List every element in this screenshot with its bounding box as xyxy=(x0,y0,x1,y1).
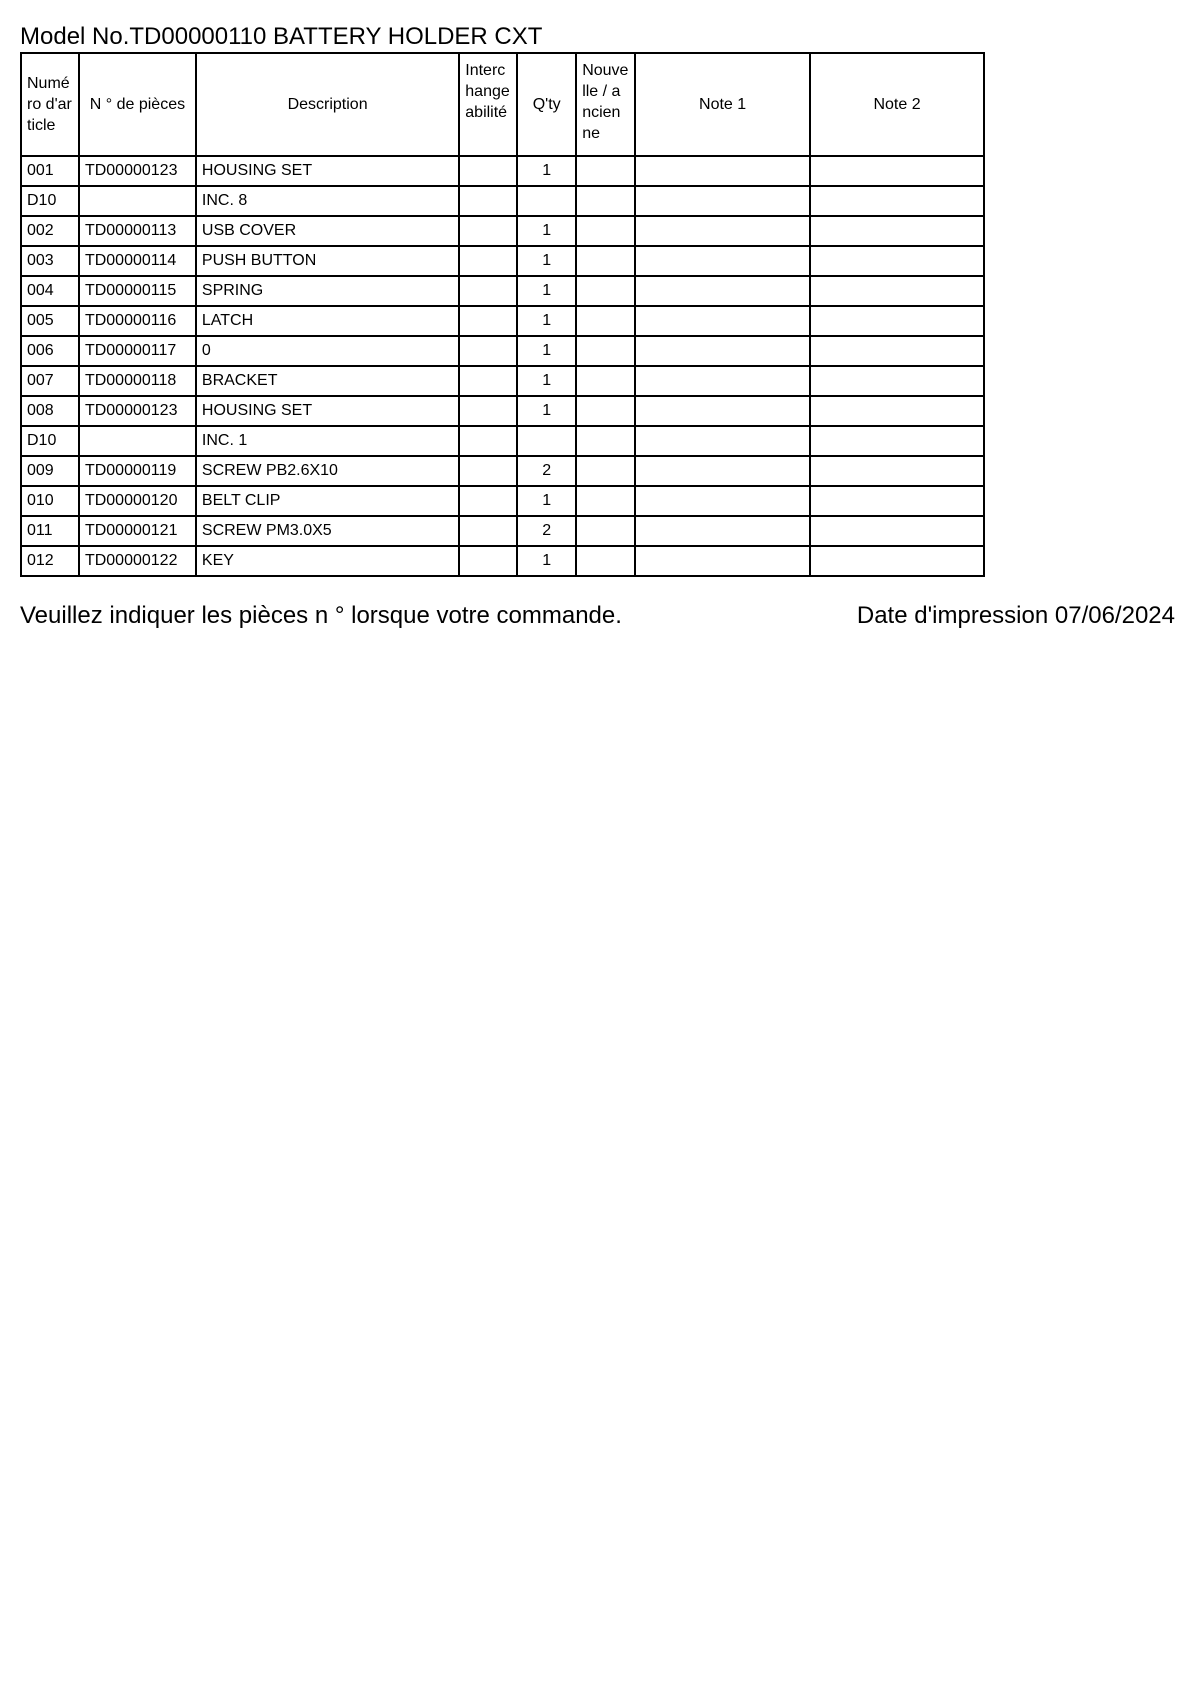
header-qty: Q'ty xyxy=(517,53,576,156)
cell-qty: 2 xyxy=(517,516,576,546)
table-row xyxy=(21,246,984,276)
cell-note1 xyxy=(635,546,810,576)
print-date: Date d'impression 07/06/2024 xyxy=(856,602,1175,629)
cell-interchangeability xyxy=(459,336,517,366)
cell-qty: 1 xyxy=(517,396,576,426)
cell-note1 xyxy=(635,216,810,246)
cell-item-no: 005 xyxy=(21,306,79,336)
cell-item-no: 001 xyxy=(21,156,79,186)
cell-description: SCREW PB2.6X10 xyxy=(196,456,459,486)
parts-table xyxy=(20,52,985,577)
table-row xyxy=(21,396,984,426)
table-row xyxy=(21,486,984,516)
cell-interchangeability xyxy=(459,276,517,306)
cell-item-no: 003 xyxy=(21,246,79,276)
cell-new-old xyxy=(576,306,635,336)
cell-interchangeability xyxy=(459,366,517,396)
cell-part-no: TD00000123 xyxy=(79,396,196,426)
cell-interchangeability xyxy=(459,156,517,186)
cell-qty: 2 xyxy=(517,456,576,486)
cell-part-no: TD00000120 xyxy=(79,486,196,516)
cell-item-no: 012 xyxy=(21,546,79,576)
cell-description: SPRING xyxy=(196,276,459,306)
cell-note1 xyxy=(635,366,810,396)
cell-part-no: TD00000118 xyxy=(79,366,196,396)
header-item-no: Numéro d'article xyxy=(21,53,79,156)
cell-part-no xyxy=(79,186,196,216)
cell-item-no: 006 xyxy=(21,336,79,366)
cell-part-no: TD00000121 xyxy=(79,516,196,546)
cell-item-no: 011 xyxy=(21,516,79,546)
cell-new-old xyxy=(576,456,635,486)
cell-description: HOUSING SET xyxy=(196,396,459,426)
cell-description: LATCH xyxy=(196,306,459,336)
cell-new-old xyxy=(576,276,635,306)
cell-interchangeability xyxy=(459,246,517,276)
table-row xyxy=(21,546,984,576)
cell-new-old xyxy=(576,396,635,426)
table-row xyxy=(21,426,984,456)
header-interchangeability: Interchangeabilité xyxy=(459,53,517,156)
header-part-no: N ° de pièces xyxy=(79,53,196,156)
cell-note2 xyxy=(810,366,984,396)
table-row xyxy=(21,156,984,186)
table-row xyxy=(21,456,984,486)
cell-note1 xyxy=(635,246,810,276)
cell-qty xyxy=(517,186,576,216)
table-header-row xyxy=(21,53,984,156)
cell-part-no: TD00000116 xyxy=(79,306,196,336)
cell-part-no: TD00000115 xyxy=(79,276,196,306)
cell-new-old xyxy=(576,486,635,516)
cell-interchangeability xyxy=(459,216,517,246)
cell-new-old xyxy=(576,546,635,576)
cell-new-old xyxy=(576,216,635,246)
cell-note2 xyxy=(810,306,984,336)
cell-new-old xyxy=(576,186,635,216)
cell-note2 xyxy=(810,456,984,486)
cell-qty: 1 xyxy=(517,276,576,306)
cell-new-old xyxy=(576,336,635,366)
cell-interchangeability xyxy=(459,456,517,486)
cell-qty: 1 xyxy=(517,336,576,366)
cell-description: PUSH BUTTON xyxy=(196,246,459,276)
cell-note1 xyxy=(635,186,810,216)
cell-interchangeability xyxy=(459,546,517,576)
cell-description: USB COVER xyxy=(196,216,459,246)
cell-interchangeability xyxy=(459,426,517,456)
cell-description: BELT CLIP xyxy=(196,486,459,516)
cell-item-no: 007 xyxy=(21,366,79,396)
cell-description: HOUSING SET xyxy=(196,156,459,186)
header-note1: Note 1 xyxy=(635,53,810,156)
cell-part-no: TD00000123 xyxy=(79,156,196,186)
cell-interchangeability xyxy=(459,186,517,216)
cell-note1 xyxy=(635,276,810,306)
cell-note2 xyxy=(810,246,984,276)
cell-new-old xyxy=(576,426,635,456)
cell-description: BRACKET xyxy=(196,366,459,396)
table-row xyxy=(21,306,984,336)
cell-new-old xyxy=(576,366,635,396)
cell-description: SCREW PM3.0X5 xyxy=(196,516,459,546)
cell-description: INC. 8 xyxy=(196,186,459,216)
cell-interchangeability xyxy=(459,306,517,336)
cell-note2 xyxy=(810,276,984,306)
cell-qty: 1 xyxy=(517,246,576,276)
cell-part-no: TD00000117 xyxy=(79,336,196,366)
cell-qty: 1 xyxy=(517,486,576,516)
cell-description: INC. 1 xyxy=(196,426,459,456)
cell-interchangeability xyxy=(459,516,517,546)
cell-item-no: D10 xyxy=(21,186,79,216)
cell-note1 xyxy=(635,156,810,186)
cell-part-no: TD00000113 xyxy=(79,216,196,246)
cell-part-no xyxy=(79,426,196,456)
cell-item-no: 010 xyxy=(21,486,79,516)
cell-new-old xyxy=(576,516,635,546)
cell-note1 xyxy=(635,426,810,456)
order-instruction: Veuillez indiquer les pièces n ° lorsque votre commande. xyxy=(20,602,622,629)
cell-note2 xyxy=(810,486,984,516)
table-row xyxy=(21,336,984,366)
cell-new-old xyxy=(576,156,635,186)
cell-description: 0 xyxy=(196,336,459,366)
table-row xyxy=(21,276,984,306)
cell-note1 xyxy=(635,456,810,486)
cell-note2 xyxy=(810,336,984,366)
cell-item-no: 002 xyxy=(21,216,79,246)
cell-qty: 1 xyxy=(517,546,576,576)
cell-item-no: 008 xyxy=(21,396,79,426)
cell-note2 xyxy=(810,396,984,426)
cell-note1 xyxy=(635,516,810,546)
cell-note2 xyxy=(810,156,984,186)
cell-item-no: 009 xyxy=(21,456,79,486)
cell-note2 xyxy=(810,186,984,216)
table-body xyxy=(21,156,984,576)
cell-note1 xyxy=(635,396,810,426)
table-row xyxy=(21,516,984,546)
cell-qty: 1 xyxy=(517,216,576,246)
header-description: Description xyxy=(196,53,459,156)
cell-note1 xyxy=(635,486,810,516)
cell-part-no: TD00000119 xyxy=(79,456,196,486)
cell-note2 xyxy=(810,546,984,576)
cell-note2 xyxy=(810,426,984,456)
cell-interchangeability xyxy=(459,396,517,426)
cell-item-no: D10 xyxy=(21,426,79,456)
table-row xyxy=(21,366,984,396)
cell-item-no: 004 xyxy=(21,276,79,306)
table-row xyxy=(21,216,984,246)
table-row xyxy=(21,186,984,216)
cell-qty: 1 xyxy=(517,366,576,396)
cell-note2 xyxy=(810,216,984,246)
header-note2: Note 2 xyxy=(810,53,984,156)
cell-note2 xyxy=(810,516,984,546)
cell-interchangeability xyxy=(459,486,517,516)
header-new-old: Nouvelle / ancienne xyxy=(576,53,635,156)
cell-new-old xyxy=(576,246,635,276)
cell-qty: 1 xyxy=(517,156,576,186)
cell-qty xyxy=(517,426,576,456)
cell-qty: 1 xyxy=(517,306,576,336)
cell-note1 xyxy=(635,336,810,366)
document-title: Model No.TD00000110 BATTERY HOLDER CXT xyxy=(20,23,543,50)
cell-part-no: TD00000114 xyxy=(79,246,196,276)
cell-description: KEY xyxy=(196,546,459,576)
cell-note1 xyxy=(635,306,810,336)
cell-part-no: TD00000122 xyxy=(79,546,196,576)
